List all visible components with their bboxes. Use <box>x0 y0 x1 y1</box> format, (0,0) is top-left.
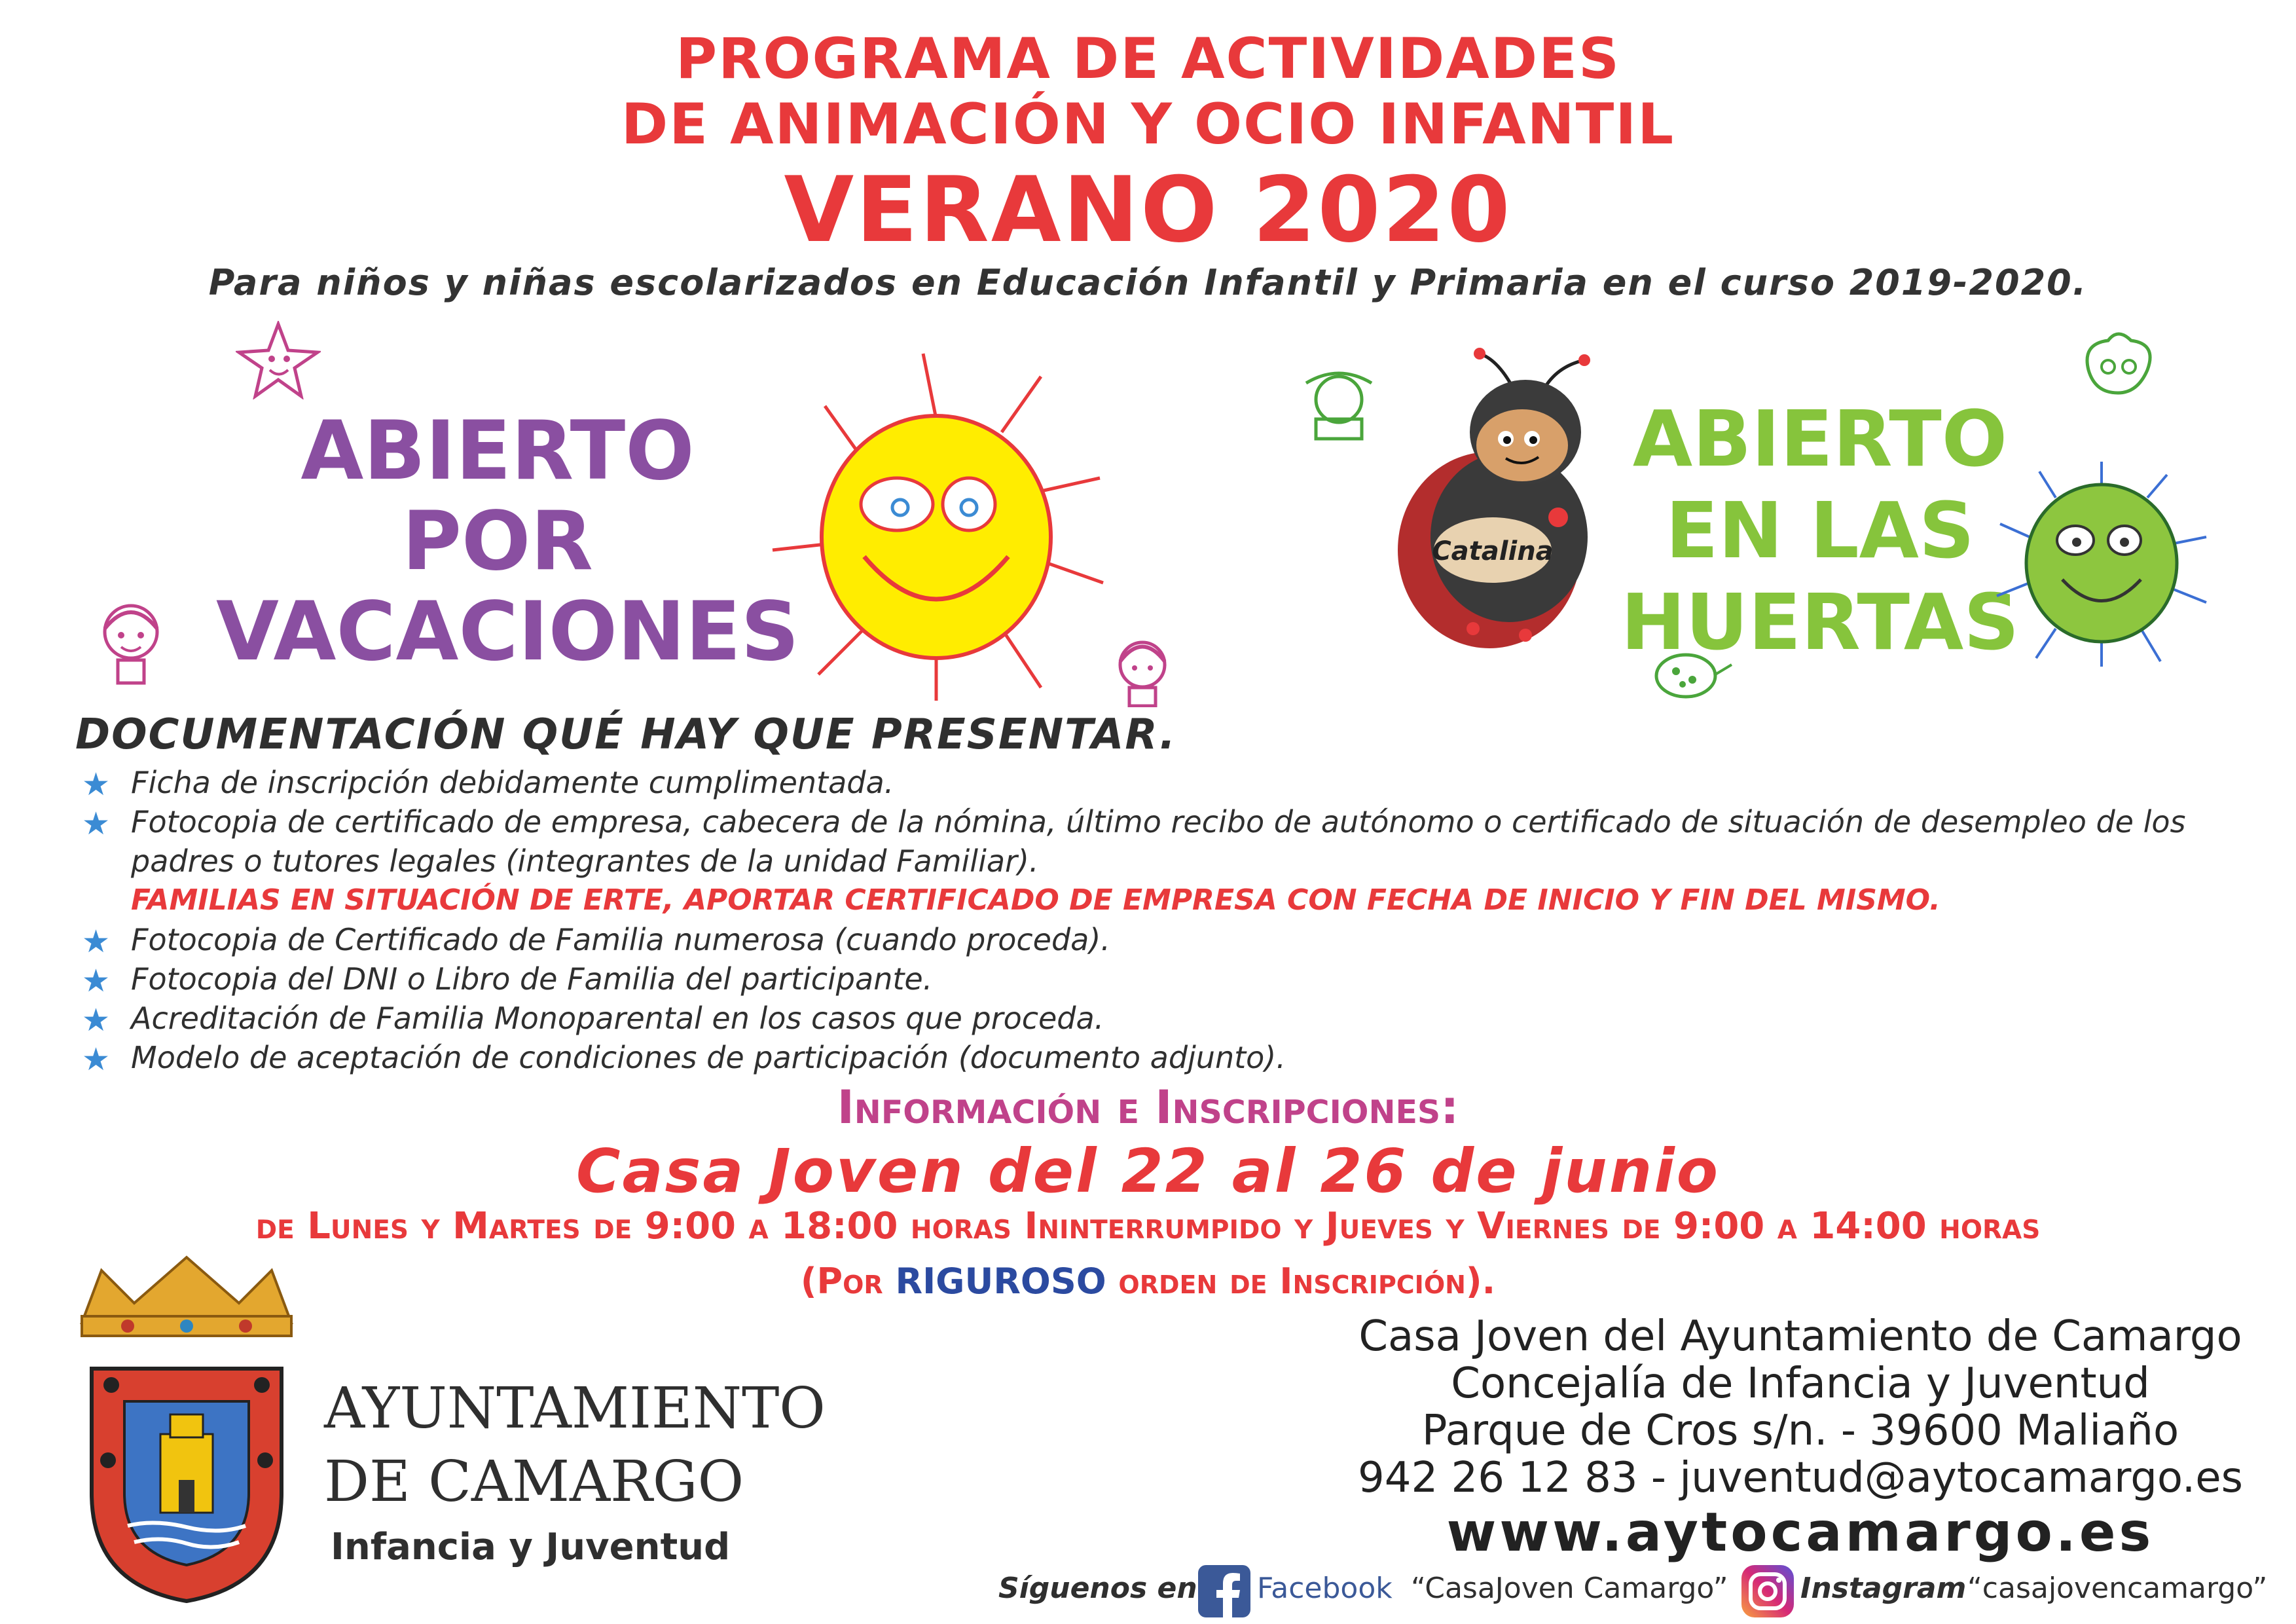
list-item-erte <box>82 881 2242 920</box>
website-link[interactable]: www.aytocamargo.es <box>1446 1502 2155 1564</box>
coat-of-arms <box>62 1244 311 1611</box>
list-item-text: FAMILIAS EN SITUACIÓN DE ERTE, APORTAR CERTIFICADO DE EMPRESA CON FECHA DE INICIO Y FIN DEL MISMO. <box>131 883 1941 917</box>
huertas-line-1: ABIERTO <box>1632 394 2008 484</box>
title-line-2: DE ANIMACIÓN Y OCIO INFANTIL <box>621 92 1675 157</box>
order-prefix: (Por <box>800 1261 896 1302</box>
title-line-1: PROGRAMA DE ACTIVIDADES <box>676 26 1620 92</box>
star-icon: ★ <box>82 766 111 803</box>
frog-doodle-icon <box>1293 363 1385 442</box>
star-icon: ★ <box>82 963 111 999</box>
order-emphasis: RIGUROSO <box>895 1261 1106 1302</box>
list-item <box>82 999 2242 1038</box>
social-bar <box>998 1565 2275 1617</box>
subtitle: Para niños y niñas escolarizados en Educación Infantil y Primaria en el curso 2019-2020. <box>208 262 2088 303</box>
list-item-text: Fotocopia de certificado de empresa, cabecera de la nómina, último recibo de autónomo o certificado de situación de desempleo de los padres o tutores legales (integrantes de la unidad Familiar). <box>131 804 2186 879</box>
info-hours: de Lunes y Martes de 9:00 a 18:00 horas Ininterrumpido y Jueves y Viernes de 9:00 a 14:00 horas <box>255 1205 2041 1247</box>
sun-illustration <box>766 347 1106 701</box>
list-item <box>82 959 2242 999</box>
ayuntamiento-name <box>324 1372 826 1519</box>
contact-line-3: Parque de Cros s/n. - 39600 Maliaño <box>1421 1407 2179 1455</box>
list-item-text: Acreditación de Familia Monoparental en los casos que proceda. <box>131 1001 1104 1036</box>
list-item-text: Ficha de inscripción debidamente cumplimentada. <box>131 765 894 800</box>
vacaciones-line-1: ABIERTO <box>301 404 695 498</box>
list-item-text: Modelo de aceptación de condiciones de participación (documento adjunto). <box>131 1040 1286 1075</box>
contact-email-line[interactable]: 942 26 12 83 - juventud@aytocamargo.es <box>1358 1454 2243 1502</box>
list-item <box>82 920 2242 959</box>
ayuntamiento-area: Infancia y Juventud <box>331 1526 731 1568</box>
contact-line-1: Casa Joven del Ayuntamiento de Camargo <box>1358 1312 2242 1361</box>
contact-line-2: Concejalía de Infancia y Juventud <box>1451 1359 2150 1408</box>
contact-block <box>1342 1313 2259 1564</box>
info-main: Casa Joven del 22 al 26 de junio <box>576 1136 1720 1206</box>
girl-doodle-icon <box>95 596 167 688</box>
huertas-line-2: EN LAS <box>1666 485 1975 576</box>
instagram-handle: “casajovencamargo” <box>1967 1572 2268 1605</box>
ayuntamiento-line-2: DE CAMARGO <box>324 1449 744 1515</box>
instagram-icon[interactable] <box>1741 1565 1794 1617</box>
facebook-icon[interactable] <box>1198 1565 1250 1617</box>
star-icon: ★ <box>82 923 111 960</box>
ayuntamiento-line-1: AYUNTAMIENTO <box>324 1376 826 1441</box>
star-doodle-icon <box>236 321 321 399</box>
list-item <box>82 763 2242 802</box>
star-icon: ★ <box>82 1041 111 1078</box>
green-sun-illustration <box>1990 458 2213 668</box>
list-item <box>82 802 2242 881</box>
documentation-title: DOCUMENTACIÓN QUÉ HAY QUE PRESENTAR. <box>75 710 1177 759</box>
vacaciones-line-2: POR <box>402 494 593 589</box>
star-icon: ★ <box>82 1002 111 1039</box>
child-doodle-icon <box>1110 635 1175 707</box>
vacaciones-title <box>216 404 799 679</box>
info-title: Información e Inscripciones: <box>837 1080 1459 1134</box>
info-order <box>0 1261 2296 1302</box>
list-item <box>82 1038 2242 1077</box>
order-suffix: orden de Inscripción). <box>1106 1261 1496 1302</box>
vacaciones-line-3: VACACIONES <box>216 585 799 679</box>
facebook-handle: “CasaJoven Camargo” <box>1411 1572 1728 1605</box>
ladybug-name: Catalina <box>1432 536 1554 566</box>
title-line-3: VERANO 2020 <box>784 157 1512 263</box>
star-icon: ★ <box>82 805 111 842</box>
tree-doodle-icon <box>2075 331 2160 403</box>
facebook-label[interactable]: Facebook <box>1257 1572 1393 1605</box>
follow-label: Síguenos en <box>998 1572 1197 1605</box>
list-item-text: Fotocopia del DNI o Libro de Familia del participante. <box>131 961 933 997</box>
documentation-list <box>82 763 2242 1077</box>
huertas-line-3: HUERTAS <box>1620 577 2020 667</box>
list-item-text: Fotocopia de Certificado de Familia numerosa (cuando proceda). <box>131 922 1110 957</box>
instagram-label[interactable]: Instagram <box>1800 1572 1967 1605</box>
